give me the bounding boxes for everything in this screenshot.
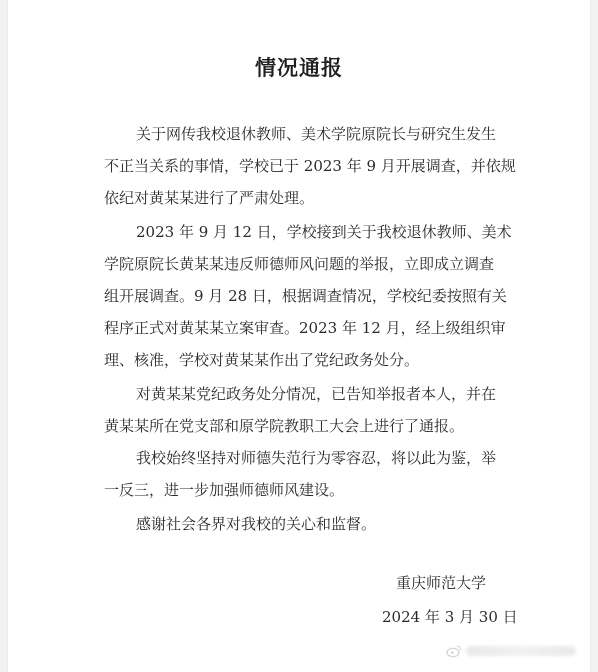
paragraph-2-line-4: 程序正式对黄某某立案审查。2023 年 12 月，经上级组织审: [104, 319, 506, 337]
paragraph-2-line-1: 2023 年 9 月 12 日，学校接到关于我校退休教师、美术: [136, 223, 512, 241]
notice-title: 情况通报: [255, 56, 343, 80]
signature-org: 重庆师范大学: [396, 574, 487, 592]
watermark-text-blurred: [466, 646, 576, 656]
paragraph-1-line-2: 不正当关系的事情，学校已于 2023 年 9 月开展调查，并依规: [104, 157, 516, 175]
weibo-watermark: [446, 640, 576, 662]
paragraph-5-line-1: 感谢社会各界对我校的关心和监督。: [136, 515, 377, 533]
paragraph-2-line-3: 组开展调查。9 月 28 日，根据调查情况，学校纪委按照有关: [104, 287, 507, 305]
notice-page: [8, 0, 590, 672]
paragraph-3-line-1: 对黄某某党纪政务处分情况，已告知举报者本人，并在: [136, 385, 497, 403]
paragraph-3-line-2: 黄某某所在党支部和原学院教职工大会上进行了通报。: [104, 417, 465, 435]
paragraph-4-line-2: 一反三，进一步加强师德师风建设。: [104, 481, 345, 499]
paragraph-2-line-2: 学院原院长黄某某违反师德师风问题的举报，立即成立调查: [104, 255, 495, 273]
paragraph-4-line-1: 我校始终坚持对师德失范行为零容忍，将以此为鉴，举: [136, 449, 497, 467]
weibo-logo-icon: [446, 644, 462, 658]
paragraph-1-line-1: 关于网传我校退休教师、美术学院原院长与研究生发生: [136, 125, 497, 143]
paragraph-1-line-3: 依纪对黄某某进行了严肃处理。: [104, 189, 315, 207]
paragraph-2-line-5: 理、核准，学校对黄某某作出了党纪政务处分。: [104, 351, 420, 369]
signature-date: 2024 年 3 月 30 日: [382, 608, 518, 626]
